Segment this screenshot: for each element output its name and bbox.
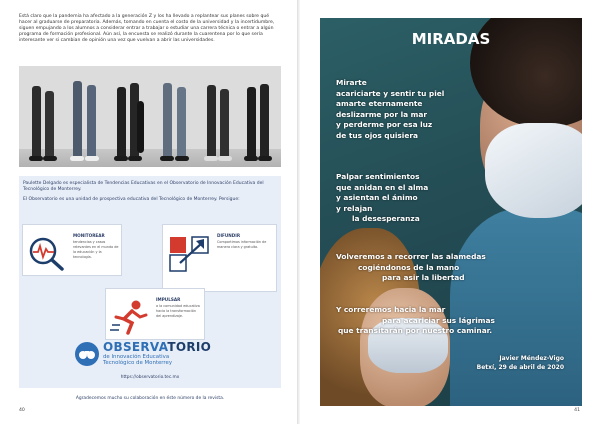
page-number-left: 40 bbox=[19, 408, 25, 413]
card-title: IMPULSAR bbox=[156, 297, 181, 302]
share-arrows-icon bbox=[168, 233, 210, 273]
logo-line-2: Tecnológico de Monterrey bbox=[103, 360, 173, 366]
masked-couple-illustration bbox=[320, 18, 582, 406]
logo-wordmark bbox=[103, 340, 211, 354]
observatorio-panel bbox=[19, 176, 281, 388]
credit-block bbox=[23, 181, 277, 204]
intro-paragraph: Está claro que la pandemia ha afectado a la generación Z y los ha llevado a replantear sus planes sobre qué hacer al graduarse de preparatoria. Además, tomando en cuenta el costo de la universidad y la incertidumbre, siguen empujando a los alumnos a considerar entrar a trabajar o estudiar una carrera técnica o entrar a algún programa de formación profesional. Aún así, la encuesta se realizó durante la cuarentena por lo que sería interesante ver si cambian de opinión una vez que vuelvan a abrir las universidades. bbox=[19, 14, 275, 44]
card-text: a la comunidad educativa hacia la transformación del aprendizaje. bbox=[156, 304, 200, 318]
card-text: Compartimos información de manera clara y gratuita. bbox=[217, 240, 267, 249]
poem-signature bbox=[477, 354, 564, 372]
poem-line: para acariciar sus lágrimas bbox=[382, 315, 495, 325]
card-title: DIFUNDIR bbox=[217, 233, 241, 238]
card-impulsar bbox=[105, 288, 205, 340]
poem-stanza-4 bbox=[336, 305, 495, 337]
observatorio-logo bbox=[75, 340, 225, 368]
binoculars-icon bbox=[75, 342, 99, 366]
logo-line-1: de Innovación Educativa bbox=[103, 354, 170, 360]
person-legs bbox=[204, 81, 234, 161]
poem-title: MIRADAS bbox=[411, 30, 491, 48]
poem-line: amarte eternamente bbox=[336, 99, 423, 109]
poem-line: Y correremos hacia la mar bbox=[336, 305, 446, 314]
poem-line: que anidan en el alma bbox=[336, 182, 429, 192]
logo-word-b: TORIO bbox=[167, 340, 212, 354]
author-credit: Paulette Delgado es especialista de Tendencias Educativas en el Observatorio de Innovación Educativa del Tecnológico de Monterrey. bbox=[23, 181, 264, 193]
card-title: MONITOREAR bbox=[73, 233, 105, 238]
website-link[interactable]: https://observatorio.tec.mx bbox=[120, 375, 180, 380]
card-difundir bbox=[162, 224, 277, 292]
poem-stanza-1 bbox=[336, 78, 444, 142]
person-legs bbox=[244, 81, 274, 161]
skateboard-icon bbox=[137, 101, 145, 161]
poem-line: cogiéndonos de la mano bbox=[358, 262, 460, 272]
poem-line: la desesperanza bbox=[352, 214, 420, 224]
thanks-note: Agradecemos mucho su colaboración en éste número de la revista. bbox=[75, 396, 225, 401]
poem-stanza-2 bbox=[336, 172, 428, 225]
running-person-icon bbox=[110, 299, 150, 337]
card-monitorear bbox=[22, 224, 122, 276]
poem-line: y perderme por esa luz bbox=[336, 120, 433, 130]
poem-line: que transitarán por nuestro caminar. bbox=[338, 326, 493, 336]
poem-line: para asir la libertad bbox=[382, 273, 465, 283]
right-page bbox=[300, 0, 600, 424]
poem-author: Javier Méndez-Vigo bbox=[499, 355, 564, 362]
logo-word-a: OBSERVA bbox=[103, 340, 168, 354]
poem-line: Volveremos a recorrer las alamedas bbox=[336, 252, 486, 261]
person-legs bbox=[29, 81, 59, 161]
poem-line: y relajan bbox=[336, 203, 373, 213]
card-text: tendencias y casos relevantes en el mundo de la educación y la tecnología. bbox=[73, 240, 119, 259]
page-number-right: 41 bbox=[574, 408, 580, 413]
poem-line: Palpar sentimientos bbox=[336, 172, 420, 181]
poem-line: de tus ojos quisiera bbox=[336, 130, 418, 140]
poem-line: y asientan el ánimo bbox=[336, 193, 418, 203]
students-walking-photo bbox=[19, 66, 281, 167]
monitor-magnifier-icon bbox=[27, 235, 67, 271]
poem-stanza-3 bbox=[336, 252, 486, 284]
poem-line: acariciarte y sentir tu piel bbox=[336, 88, 445, 98]
poem-line: deslizarme por la mar bbox=[336, 109, 428, 119]
person-legs bbox=[69, 76, 103, 161]
poem-date: Betxí, 29 de abril de 2020 bbox=[476, 364, 564, 371]
person-legs bbox=[159, 79, 193, 161]
observatorio-mission: El Observatorio es una unidad de prospectiva educativa del Tecnológico de Monterrey. Persigue: bbox=[23, 197, 240, 203]
poem-line: Mirarte bbox=[336, 78, 367, 87]
face-mask-icon bbox=[485, 123, 582, 218]
